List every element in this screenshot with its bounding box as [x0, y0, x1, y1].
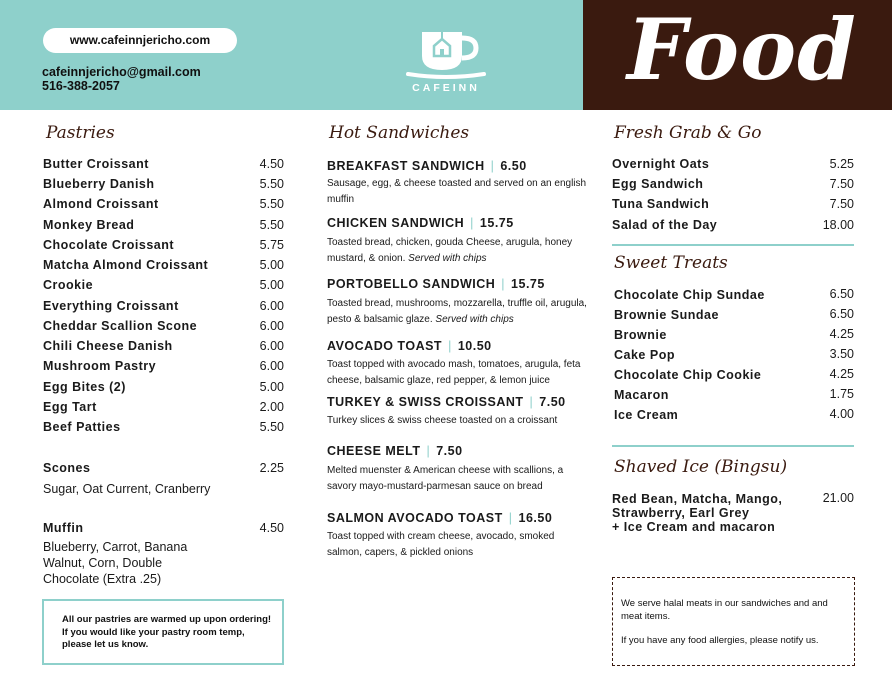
separator: |	[501, 277, 506, 291]
sandwich-description: Toast topped with cream cheese, avocado, smoked salmon, capers, & pickled onions	[327, 531, 555, 558]
menu-item-price: 5.50	[259, 218, 284, 232]
sandwich-price: 7.50	[436, 444, 463, 458]
section-divider	[612, 445, 854, 447]
menu-item-name: Mushroom Pastry	[43, 359, 157, 373]
muffin-name: Muffin	[43, 521, 84, 535]
pastries-title: Pastries	[46, 123, 115, 143]
sandwich-name: AVOCADO TOAST	[327, 339, 443, 353]
grab-go-title: Fresh Grab & Go	[614, 123, 762, 143]
pastry-note-box	[42, 599, 284, 665]
menu-item-price: 6.00	[259, 319, 284, 333]
separator: |	[448, 339, 452, 353]
menu-item-price: 18.00	[822, 218, 854, 232]
halal-notice: We serve halal meats in our sandwiches and and meat items.	[621, 598, 828, 622]
sandwich-price: 15.75	[511, 277, 545, 291]
sandwich-heading	[327, 339, 492, 353]
shaved-ice-price: 21.00	[822, 491, 854, 505]
menu-item-price: 5.50	[259, 197, 284, 211]
shaved-ice-line: + Ice Cream and macaron	[612, 520, 776, 534]
scones-flavors: Sugar, Oat Current, Cranberry	[43, 482, 211, 496]
menu-item-name: Chocolate Croissant	[43, 238, 175, 252]
menu-item-price: 6.50	[829, 287, 854, 301]
menu-item-name: Butter Croissant	[43, 157, 149, 171]
menu-item-name: Crookie	[43, 278, 94, 292]
sandwich-heading	[327, 444, 463, 458]
sandwich-name: SALMON AVOCADO TOAST	[327, 511, 503, 525]
shaved-ice-title: Shaved Ice (Bingsu)	[614, 457, 788, 477]
sandwich-name: PORTOBELLO SANDWICH	[327, 277, 496, 291]
scones-name: Scones	[43, 461, 91, 475]
menu-item-name: Blueberry Danish	[43, 177, 155, 191]
menu-item-price: 5.50	[259, 420, 284, 434]
menu-item-name: Chocolate Chip Cookie	[614, 368, 762, 382]
menu-item-name: Brownie Sundae	[614, 308, 719, 322]
sandwich-name: TURKEY & SWISS CROISSANT	[327, 395, 524, 409]
sandwich-name: BREAKFAST SANDWICH	[327, 159, 485, 173]
menu-item-price: 6.00	[259, 299, 284, 313]
sandwich-description: Melted muenster & American cheese with scallions, a savory mayo-mustard-parmesan sauce on bread	[327, 465, 564, 492]
sandwich-name: CHEESE MELT	[327, 444, 421, 458]
sandwich-description: Sausage, egg, & cheese toasted and served on an english muffin	[327, 178, 587, 205]
sandwich-description: Turkey slices & swiss cheese toasted on a croissant	[327, 415, 558, 426]
menu-item-price: 2.00	[259, 400, 284, 414]
hot-sandwiches-title: Hot Sandwiches	[329, 123, 470, 143]
sandwich-heading	[327, 159, 527, 173]
menu-item-name: Egg Tart	[43, 400, 97, 414]
sandwich-description: Toasted bread, mushrooms, mozzarella, truffle oil, arugula, pesto & balsamic glaze. Served with chips	[327, 298, 587, 325]
sandwich-price: 7.50	[539, 395, 566, 409]
scones-price: 2.25	[259, 461, 284, 475]
menu-item-name: Everything Croissant	[43, 299, 179, 313]
sandwich-description: Toast topped with avocado mash, tomatoes, arugula, feta cheese, balsamic glaze, red pepper, & lemon juice	[327, 359, 581, 386]
menu-item-price: 7.50	[829, 197, 854, 211]
dietary-notice-box	[612, 577, 855, 666]
menu-item-price: 5.00	[259, 278, 284, 292]
separator: |	[426, 444, 431, 458]
shaved-ice-line: Red Bean, Matcha, Mango,	[612, 492, 783, 506]
menu-item-name: Chili Cheese Danish	[43, 339, 173, 353]
menu-item-name: Beef Patties	[43, 420, 121, 434]
sandwich-price: 15.75	[479, 216, 514, 230]
menu-item-price: 4.00	[829, 407, 854, 421]
sandwich-name: CHICKEN SANDWICH	[327, 216, 465, 230]
menu-item-name: Egg Bites (2)	[43, 380, 126, 394]
muffin-flavors-line: Chocolate (Extra .25)	[43, 572, 162, 586]
menu-item-name: Cake Pop	[614, 348, 675, 362]
sandwich-price: 16.50	[518, 511, 553, 525]
cafe-logo	[400, 28, 492, 98]
muffin-price: 4.50	[259, 521, 284, 535]
allergy-notice: If you have any food allergies, please notify us.	[621, 635, 819, 646]
sandwich-heading	[327, 277, 545, 291]
separator: |	[470, 216, 474, 230]
email-text: cafeinnjericho@gmail.com	[42, 65, 201, 79]
separator: |	[508, 511, 513, 525]
menu-item-price: 5.00	[259, 380, 284, 394]
menu-item-name: Macaron	[614, 388, 669, 402]
muffin-flavors-line: Blueberry, Carrot, Banana	[43, 540, 188, 554]
sandwich-description: Toasted bread, chicken, gouda Cheese, arugula, honey mustard, & onion. Served with chips	[327, 237, 573, 264]
menu-item-price: 3.50	[829, 347, 854, 361]
menu-item-price: 5.00	[259, 258, 284, 272]
coffee-cup-icon	[400, 28, 492, 80]
menu-item-price: 5.75	[259, 238, 284, 252]
menu-item-name: Cheddar Scallion Scone	[43, 319, 198, 333]
section-divider	[612, 244, 854, 246]
menu-item-name: Egg Sandwich	[612, 177, 704, 191]
sandwich-price: 6.50	[500, 159, 527, 173]
menu-item-name: Tuna Sandwich	[612, 197, 710, 211]
food-title: Food	[627, 0, 857, 99]
menu-item-name: Salad of the Day	[612, 218, 718, 232]
sandwich-heading	[327, 395, 566, 409]
menu-item-name: Overnight Oats	[612, 157, 710, 171]
menu-item-price: 6.00	[259, 359, 284, 373]
menu-item-price: 5.50	[259, 177, 284, 191]
menu-item-name: Matcha Almond Croissant	[43, 258, 209, 272]
menu-item-price: 4.25	[829, 327, 854, 341]
separator: |	[490, 159, 495, 173]
food-banner	[583, 0, 892, 110]
sandwich-price: 10.50	[457, 339, 492, 353]
menu-item-price: 1.75	[829, 387, 854, 401]
menu-item-name: Ice Cream	[614, 408, 679, 422]
menu-item-price: 7.50	[829, 177, 854, 191]
menu-item-price: 6.00	[259, 339, 284, 353]
shaved-ice-line: Strawberry, Earl Grey	[612, 506, 750, 520]
muffin-flavors-line: Walnut, Corn, Double	[43, 556, 163, 570]
header-band	[0, 0, 583, 110]
menu-item-price: 6.50	[829, 307, 854, 321]
menu-item-price: 5.25	[829, 157, 854, 171]
phone-text: 516-388-2057	[42, 79, 120, 93]
menu-item-name: Almond Croissant	[43, 197, 159, 211]
sandwich-heading	[327, 216, 514, 230]
menu-item-price: 4.50	[259, 157, 284, 171]
website-link[interactable]: www.cafeinnjericho.com	[43, 28, 237, 53]
menu-item-name: Brownie	[614, 328, 667, 342]
menu-item-name: Monkey Bread	[43, 218, 135, 232]
sandwich-heading	[327, 511, 552, 525]
logo-text: CAFEINN	[412, 82, 480, 94]
separator: |	[529, 395, 534, 409]
pastry-note-text: All our pastries are warmed up upon ordering! If you would like your pastry room temp, please let us know.	[62, 614, 272, 650]
sweet-treats-title: Sweet Treats	[614, 253, 728, 273]
menu-item-name: Chocolate Chip Sundae	[614, 288, 765, 302]
menu-item-price: 4.25	[829, 367, 854, 381]
